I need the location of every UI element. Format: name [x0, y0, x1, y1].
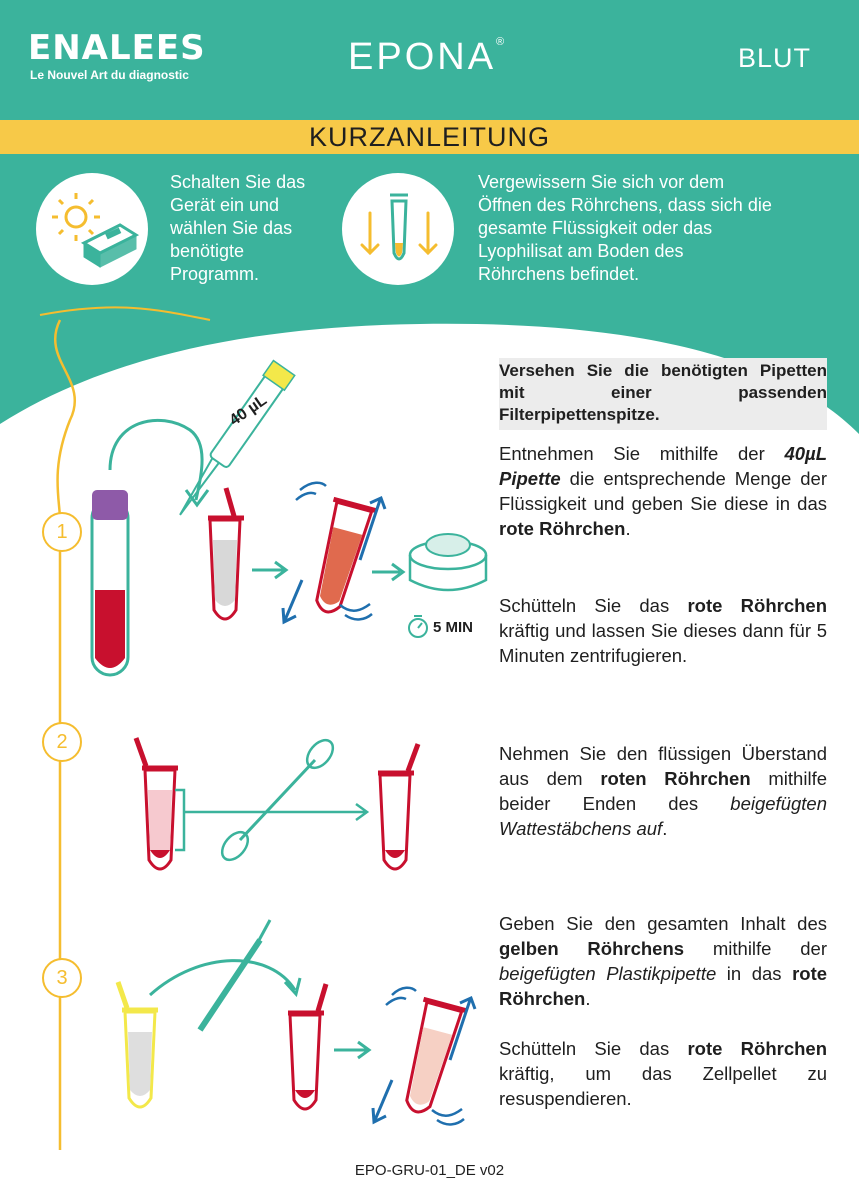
- page-title: KURZANLEITUNG: [308, 122, 551, 152]
- step-number-1: 1: [42, 512, 82, 552]
- tube-bottom-icon: [342, 173, 454, 285]
- device-gear-icon: [36, 173, 148, 285]
- pipette-tip-note: Versehen Sie die benötigten Pipetten mit einer passenden Filterpipettenspitze.: [499, 358, 827, 430]
- intro-left-text: Schalten Sie das Gerät ein und wählen Sie das benötigte Programm.: [170, 172, 306, 284]
- step-number-2: 2: [42, 722, 82, 762]
- step-2-instruction: Nehmen Sie den flüssigen Überstand aus dem roten Röhrchen mithilfe beider Enden des beigefügten Wattestäbchens auf.: [499, 743, 827, 839]
- step-1-shake-instruction: Schütteln Sie das rote Röhrchen kräftig und lassen Sie dieses dann für 5 Minuten zentrifugieren.: [499, 595, 827, 666]
- step-1-instruction: Entnehmen Sie mithilfe der 40µL Pipette die entsprechende Menge der Flüssigkeit und geben Sie diese in das rote Röhrchen.: [499, 443, 827, 539]
- step-3-instruction: Geben Sie den gesamten Inhalt des gelben Röhrchens mithilfe der beigefügten Plastikpipette in das rote Röhrchen.: [499, 913, 828, 1009]
- step-3-shake-instruction: Schütteln Sie das rote Röhrchen kräftig, um das Zellpellet zu resuspendieren.: [499, 1038, 827, 1109]
- brand-tagline: Le Nouvel Art du diagnostic: [30, 68, 189, 82]
- pipette-volume-label: 40 µL: [226, 391, 271, 430]
- registered-mark: ®: [496, 36, 505, 48]
- product-name: EPONA®: [348, 36, 505, 78]
- timer-label: 5 MIN: [433, 619, 474, 636]
- document-code: EPO-GRU-01_DE v02: [354, 1162, 505, 1179]
- sample-category: BLUT: [738, 43, 812, 73]
- brand-logo: ENALEES: [28, 28, 206, 68]
- step-number-3: 3: [42, 958, 82, 998]
- intro-right-text: Vergewissern Sie sich vor dem Öffnen des Röhrchens, dass sich die gesamte Flüssigkeit oder das Lyophilisat am Boden des Röhrchens befindet.: [478, 172, 772, 284]
